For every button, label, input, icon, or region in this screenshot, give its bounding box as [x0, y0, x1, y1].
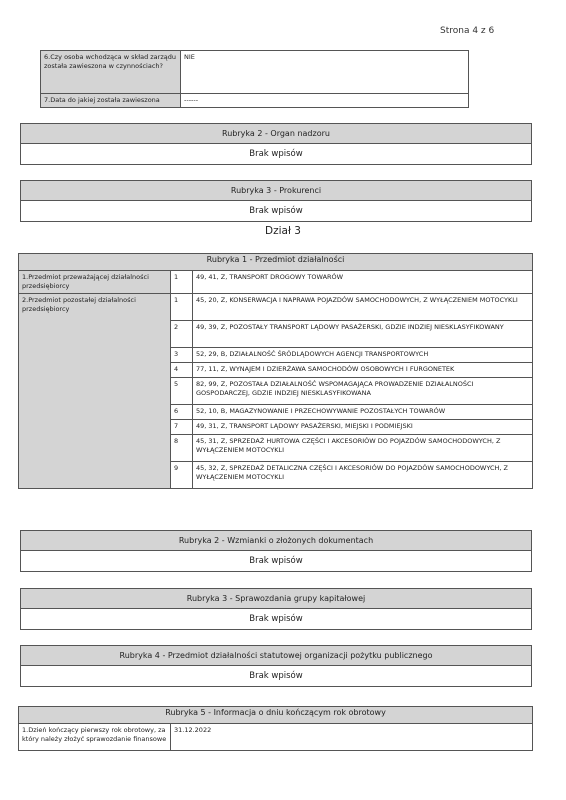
business-activity-table — [18, 253, 533, 489]
main-activity-label: 1.Przedmiot przeważającej działalności przedsiębiorcy — [19, 271, 171, 294]
item-text: 49, 39, Z, POZOSTAŁY TRANSPORT LĄDOWY PASAŻERSKI, GDZIE INDZIEJ NIESKLASYFIKOWANY — [193, 321, 533, 348]
table-row — [19, 271, 533, 294]
table-row — [19, 724, 533, 751]
fiscal-year-table — [18, 706, 533, 751]
section-content: Brak wpisów — [249, 614, 303, 624]
item-text: 45, 32, Z, SPRZEDAŻ DETALICZNA CZĘŚCI I AKCESORIÓW DO POJAZDÓW SAMOCHODOWYCH, Z WYŁĄCZENIEM MOTOCYKLI — [193, 462, 533, 489]
item-text: 77, 11, Z, WYNAJEM I DZIERŻAWA SAMOCHODÓW OSOBOWYCH I FURGONETEK — [193, 363, 533, 378]
section-title: Rubryka 2 - Wzmianki o złożonych dokumentach — [21, 531, 531, 551]
suspended-question-value: NIE — [181, 51, 469, 94]
table-row — [19, 294, 533, 321]
item-number: 3 — [171, 348, 193, 363]
section-content: Brak wpisów — [249, 149, 303, 159]
item-number: 9 — [171, 462, 193, 489]
section-group-reports — [20, 588, 532, 630]
fiscal-year-value: 31.12.2022 — [171, 724, 533, 751]
item-number: 6 — [171, 405, 193, 420]
section-content: Brak wpisów — [249, 556, 303, 566]
fiscal-year-label: 1.Dzień kończący pierwszy rok obrotowy, za który należy złożyć sprawozdanie finansowe — [19, 724, 171, 751]
page-number: Strona 4 z 6 — [440, 26, 495, 36]
rubryka5-title: Rubryka 5 - Informacja o dniu kończącym rok obrotowy — [19, 707, 533, 724]
section-title: Rubryka 2 - Organ nadzoru — [21, 124, 531, 144]
section-supervisory-body — [20, 123, 532, 165]
item-number: 2 — [171, 321, 193, 348]
item-text: 45, 20, Z, KONSERWACJA I NAPRAWA POJAZDÓW SAMOCHODOWYCH, Z WYŁĄCZENIEM MOTOCYKLI — [193, 294, 533, 321]
item-text: 49, 41, Z, TRANSPORT DROGOWY TOWARÓW — [193, 271, 533, 294]
item-number: 8 — [171, 435, 193, 462]
section-content: Brak wpisów — [249, 206, 303, 216]
item-number: 4 — [171, 363, 193, 378]
rubryka1-title: Rubryka 1 - Przedmiot działalności — [19, 254, 533, 271]
table-row — [41, 51, 469, 94]
division-title: Dział 3 — [265, 225, 301, 237]
item-text: 49, 31, Z, TRANSPORT LĄDOWY PASAŻERSKI, MIEJSKI I PODMIEJSKI — [193, 420, 533, 435]
suspended-question-label: 6.Czy osoba wchodząca w skład zarządu została zawieszona w czynnościach? — [41, 51, 181, 94]
section-title: Rubryka 3 - Prokurenci — [21, 181, 531, 201]
suspended-until-value: ------ — [181, 94, 469, 108]
item-number: 5 — [171, 378, 193, 405]
section-filed-documents — [20, 530, 532, 572]
other-activity-label: 2.Przedmiot pozostałej działalności przedsiębiorcy — [19, 294, 171, 489]
board-member-table — [40, 50, 469, 108]
item-number: 1 — [171, 271, 193, 294]
item-text: 52, 29, B, DZIAŁALNOŚĆ ŚRÓDLĄDOWYCH AGENCJI TRANSPORTOWYCH — [193, 348, 533, 363]
section-title: Rubryka 4 - Przedmiot działalności statutowej organizacji pożytku publicznego — [21, 646, 531, 666]
section-title: Rubryka 3 - Sprawozdania grupy kapitałowej — [21, 589, 531, 609]
table-header-row — [19, 254, 533, 271]
section-public-benefit — [20, 645, 532, 687]
item-number: 7 — [171, 420, 193, 435]
table-row — [41, 94, 469, 108]
table-header-row — [19, 707, 533, 724]
section-proxies — [20, 180, 532, 222]
section-content: Brak wpisów — [249, 671, 303, 681]
item-text: 82, 99, Z, POZOSTAŁA DZIAŁALNOŚĆ WSPOMAGAJĄCA PROWADZENIE DZIAŁALNOŚCI GOSPODARCZEJ, GDZIE INDZIEJ NIESKLASYFIKOWANA — [193, 378, 533, 405]
item-number: 1 — [171, 294, 193, 321]
suspended-until-label: 7.Data do jakiej została zawieszona — [41, 94, 181, 108]
item-text: 45, 31, Z, SPRZEDAŻ HURTOWA CZĘŚCI I AKCESORIÓW DO POJAZDÓW SAMOCHODOWYCH, Z WYŁĄCZENIEM MOTOCYKLI — [193, 435, 533, 462]
item-text: 52, 10, B, MAGAZYNOWANIE I PRZECHOWYWANIE POZOSTAŁYCH TOWARÓW — [193, 405, 533, 420]
